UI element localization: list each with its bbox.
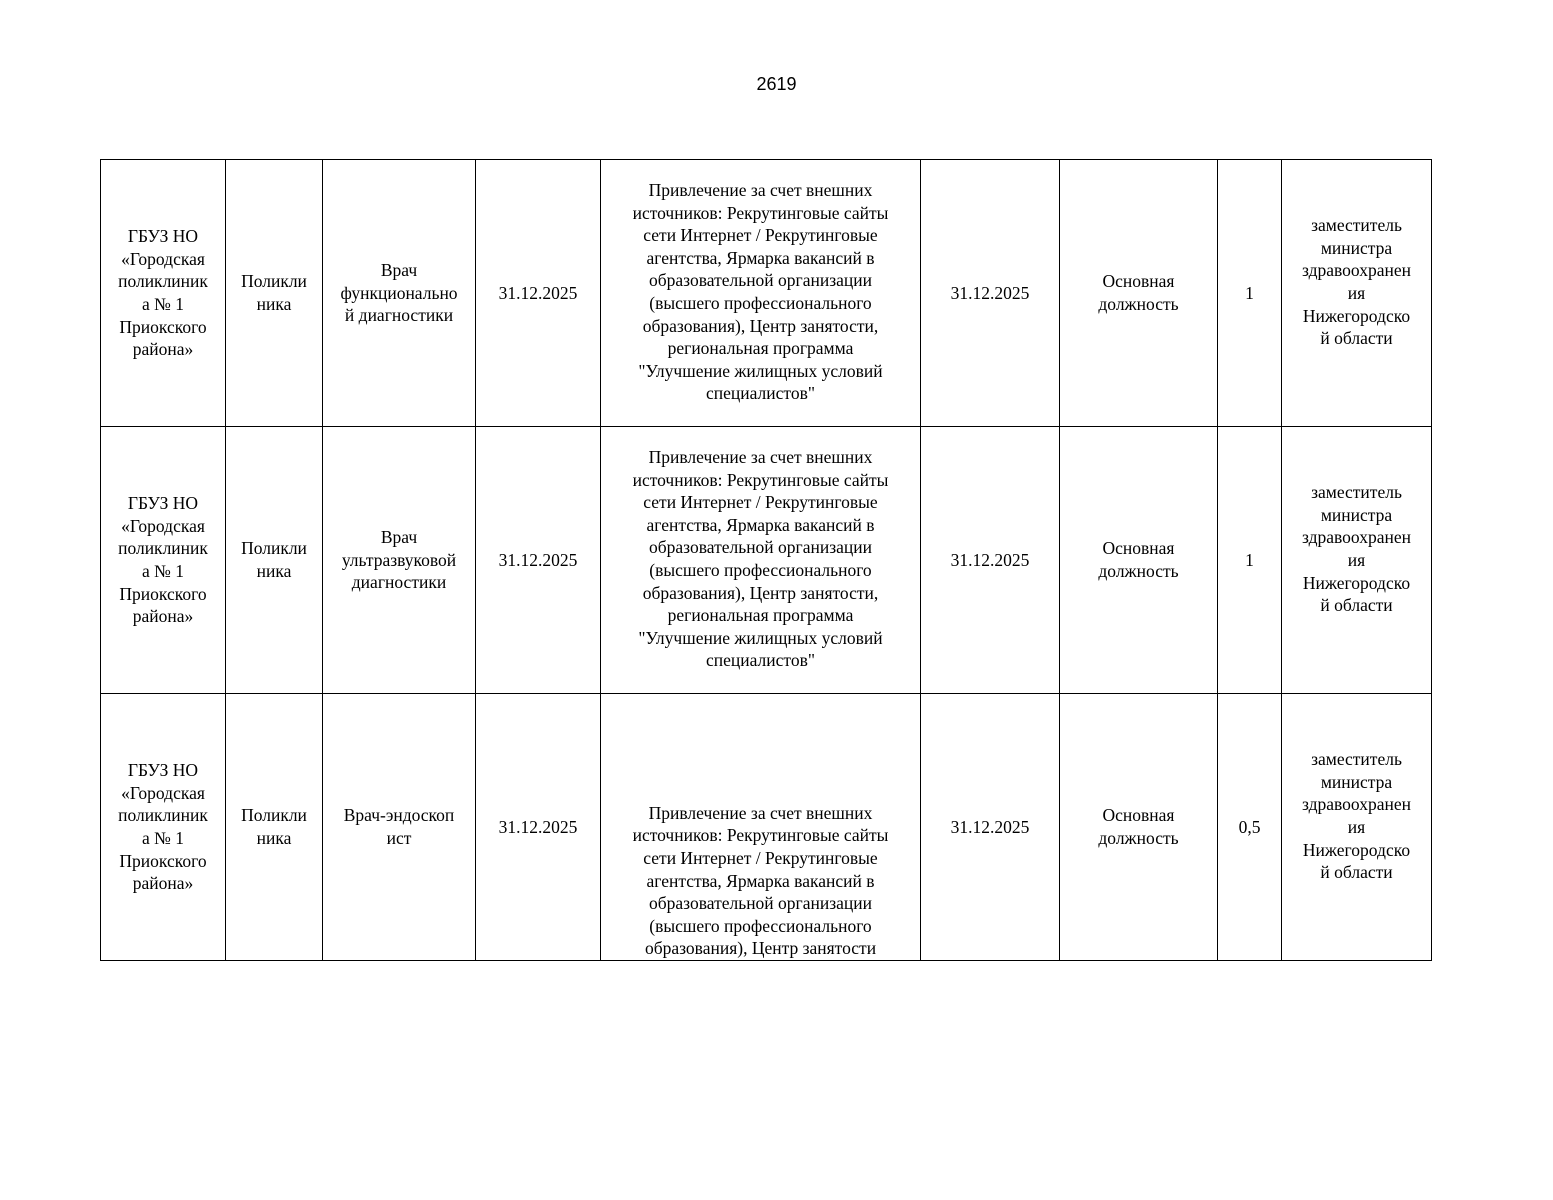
approver-cell: заместитель министра здравоохранен ия Нижегородско й области: [1282, 427, 1432, 694]
approver-cell: заместитель министра здравоохранен ия Нижегородско й области: [1282, 694, 1432, 961]
division-cell: Поликли ника: [226, 427, 323, 694]
vacancy-table: [100, 159, 1432, 961]
date-need-cell: 31.12.2025: [476, 694, 601, 961]
position-cell: Врач ультразвуковой диагностики: [323, 427, 476, 694]
division-cell: Поликли ника: [226, 160, 323, 427]
table-row: [101, 694, 1432, 961]
rate-cell: 1: [1218, 160, 1282, 427]
table-row: [101, 427, 1432, 694]
position-cell: Врач функционально й диагностики: [323, 160, 476, 427]
rate-cell: 1: [1218, 427, 1282, 694]
method-cell: Привлечение за счет внешних источников: Рекрутинговые сайты сети Интернет / Рекрутинговые агентства, Ярмарка вакансий в образовательной организации (высшего профессионального образования), Центр занятости, региональная программа "Улучшение жилищных условий специалистов": [601, 160, 921, 427]
page-number: 2619: [756, 74, 797, 94]
rate-cell: 0,5: [1218, 694, 1282, 961]
job-type-cell: Основная должность: [1060, 160, 1218, 427]
date-fill-cell: 31.12.2025: [921, 427, 1060, 694]
division-cell: Поликли ника: [226, 694, 323, 961]
approver-cell: заместитель министра здравоохранен ия Нижегородско й области: [1282, 160, 1432, 427]
organization-cell: ГБУЗ НО «Городская поликлиник а № 1 Приокского района»: [101, 427, 226, 694]
method-cell: Привлечение за счет внешних источников: Рекрутинговые сайты сети Интернет / Рекрутинговые агентства, Ярмарка вакансий в образовательной организации (высшего профессионального образования), Центр занятости: [601, 694, 921, 961]
job-type-cell: Основная должность: [1060, 427, 1218, 694]
date-fill-cell: 31.12.2025: [921, 694, 1060, 961]
table-row: [101, 160, 1432, 427]
position-cell: Врач-эндоскоп ист: [323, 694, 476, 961]
organization-cell: ГБУЗ НО «Городская поликлиник а № 1 Приокского района»: [101, 694, 226, 961]
date-fill-cell: 31.12.2025: [921, 160, 1060, 427]
date-need-cell: 31.12.2025: [476, 427, 601, 694]
method-cell: Привлечение за счет внешних источников: Рекрутинговые сайты сети Интернет / Рекрутинговые агентства, Ярмарка вакансий в образовательной организации (высшего профессионального образования), Центр занятости, региональная программа "Улучшение жилищных условий специалистов": [601, 427, 921, 694]
job-type-cell: Основная должность: [1060, 694, 1218, 961]
date-need-cell: 31.12.2025: [476, 160, 601, 427]
organization-cell: ГБУЗ НО «Городская поликлиник а № 1 Приокского района»: [101, 160, 226, 427]
